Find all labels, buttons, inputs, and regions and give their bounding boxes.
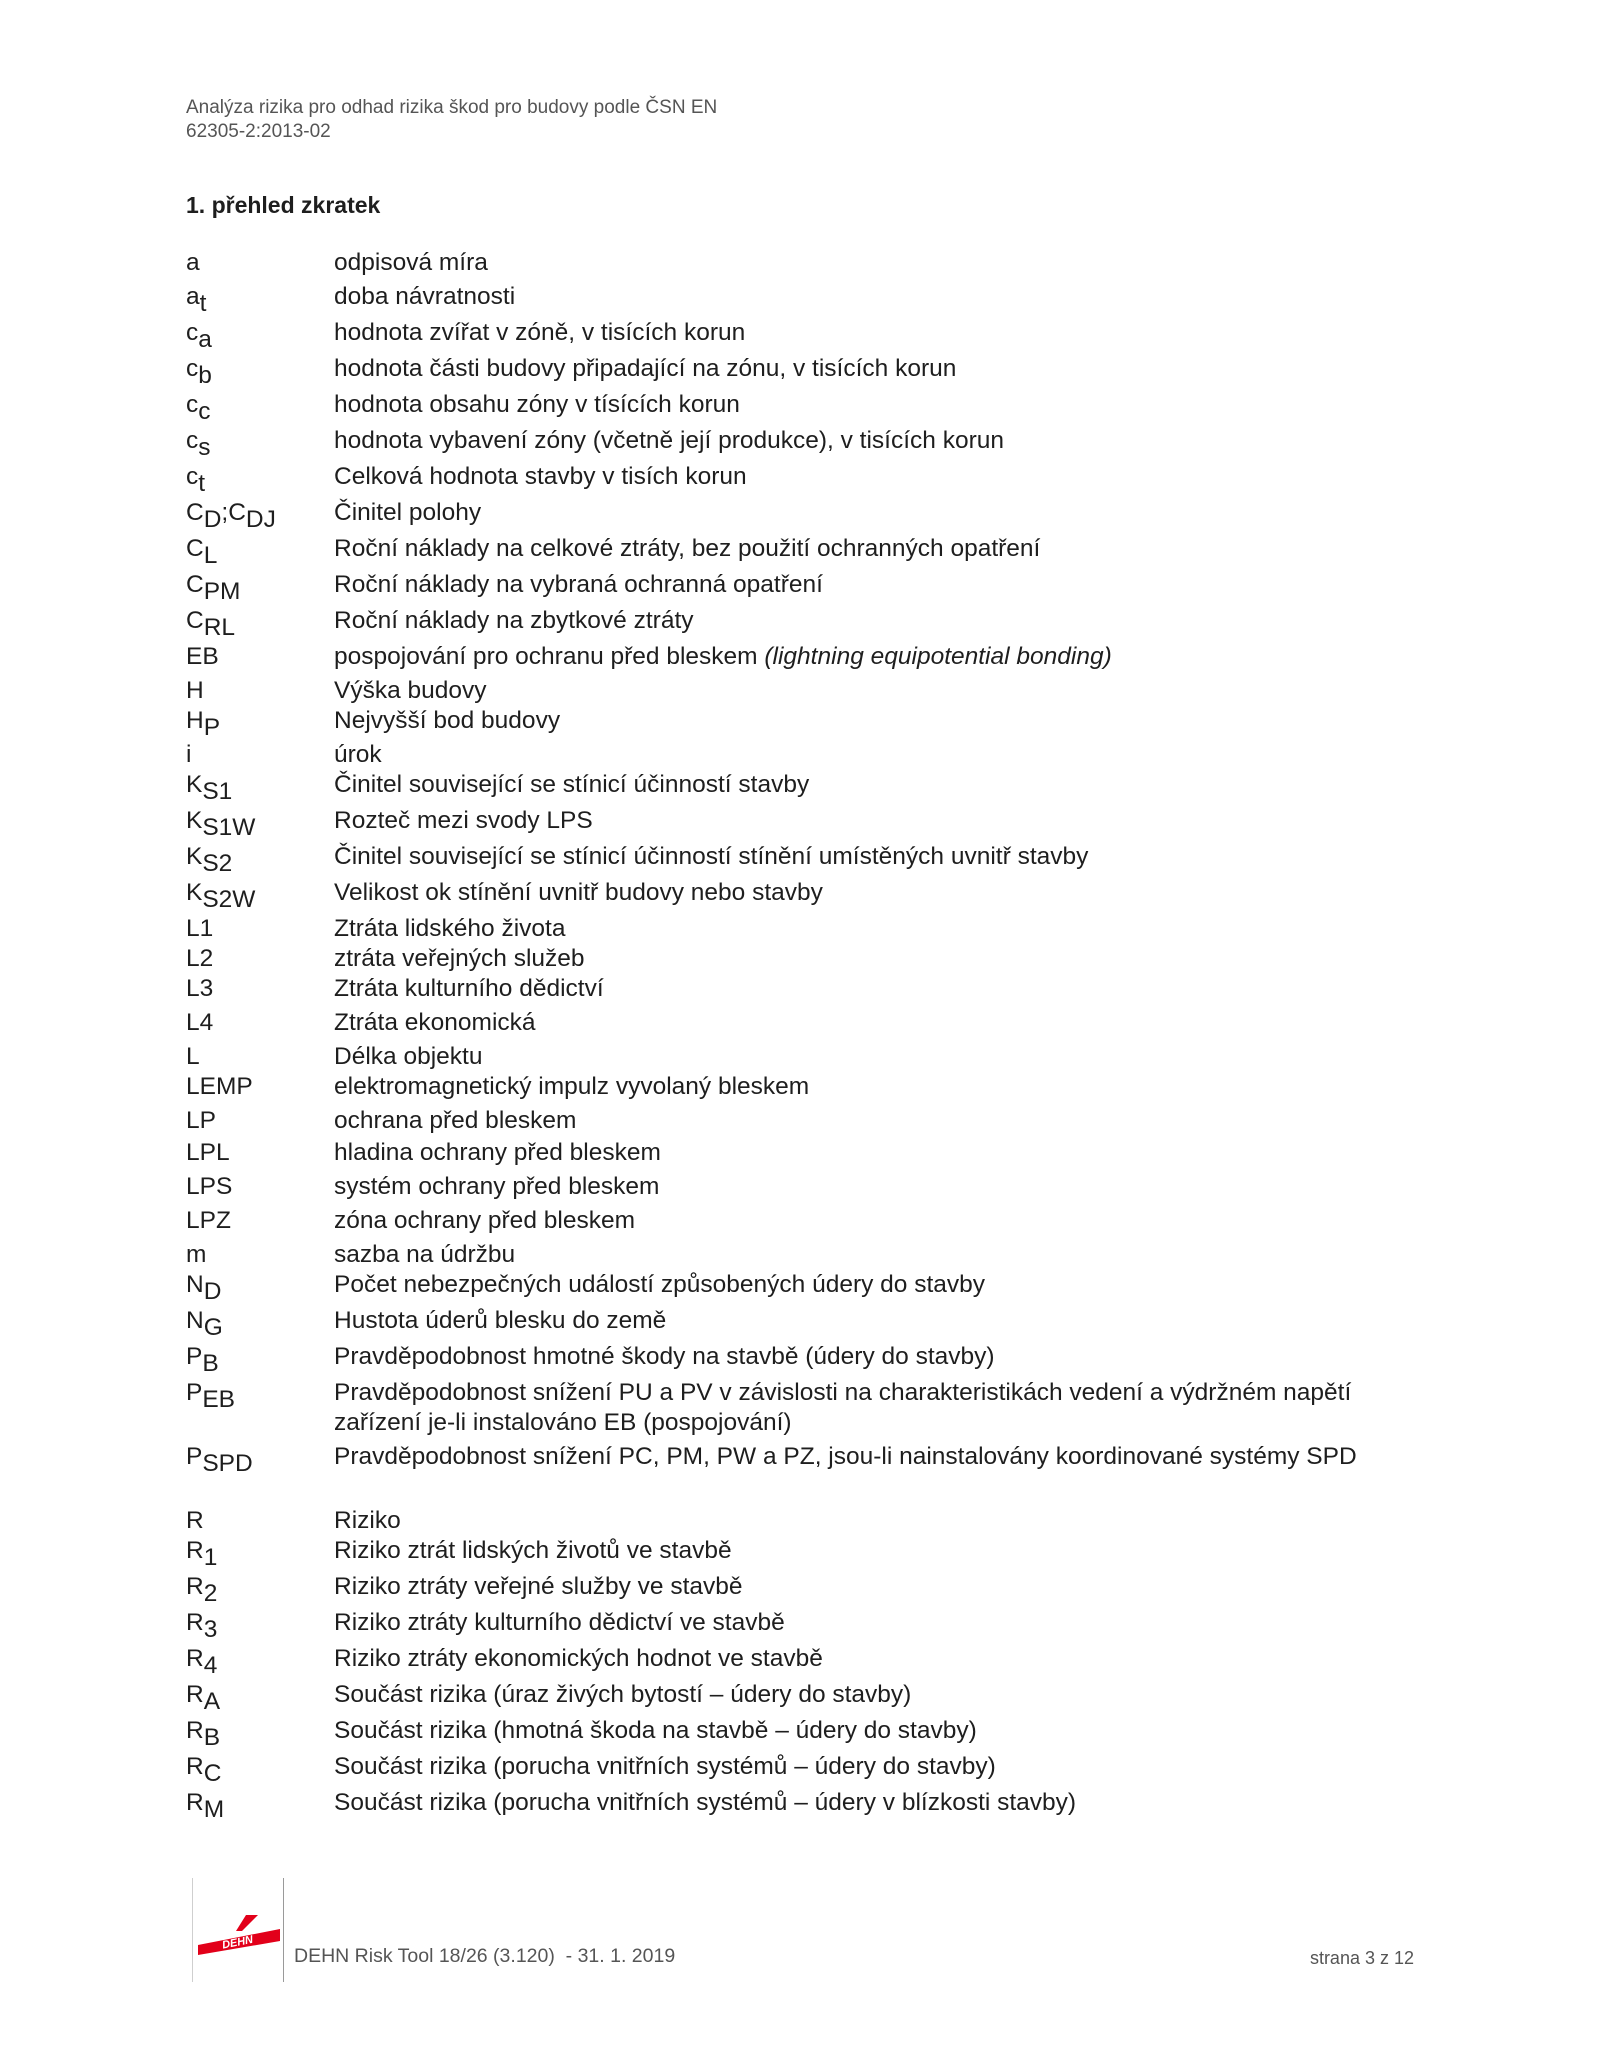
abbreviation-row — [186, 1270, 1406, 1306]
abbreviation-row — [186, 944, 1406, 974]
term-base: L4 — [186, 1009, 214, 1036]
term-subscript: S2 — [202, 850, 233, 877]
term-base: m — [186, 1241, 207, 1268]
abbreviation-description — [334, 426, 1406, 456]
term-subscript: c — [198, 398, 211, 425]
abbreviation-description — [334, 606, 1406, 636]
abbreviation-term — [186, 1506, 334, 1536]
abbreviation-row — [186, 740, 1406, 770]
description-text: sazba na údržbu — [334, 1241, 516, 1268]
term-base: R — [186, 1717, 204, 1744]
abbreviation-description — [334, 1608, 1406, 1638]
abbreviation-description — [334, 1644, 1406, 1674]
abbreviation-description — [334, 1270, 1406, 1300]
abbreviation-term — [186, 1680, 334, 1715]
abbreviation-row — [186, 534, 1406, 570]
abbreviation-description — [334, 944, 1406, 974]
abbreviation-row — [186, 1306, 1406, 1342]
term-base: R — [186, 1507, 204, 1534]
abbreviation-row — [186, 354, 1406, 390]
term-subscript: B — [203, 1724, 221, 1751]
description-text: Hustota úderů blesku do země — [334, 1307, 667, 1334]
abbreviation-description — [334, 1008, 1406, 1038]
term-base: C — [186, 607, 204, 634]
term-base: C — [186, 535, 204, 562]
description-text: doba návratnosti — [334, 283, 516, 310]
term-subscript: S1W — [202, 814, 256, 841]
abbreviation-term — [186, 1716, 334, 1751]
abbreviation-row — [186, 1206, 1406, 1240]
abbreviation-row — [186, 1342, 1406, 1378]
abbreviation-description — [334, 1536, 1406, 1566]
description-text: hodnota části budovy připadající na zónu, v tisících korun — [334, 355, 957, 382]
term-subscript: 3 — [203, 1616, 218, 1643]
abbreviation-term — [186, 740, 334, 770]
description-text: Nejvyšší bod budovy — [334, 707, 561, 734]
term-base: R — [186, 1681, 204, 1708]
term-base: R — [186, 1609, 204, 1636]
description-text: Roční náklady na vybraná ochranná opatření — [334, 571, 823, 598]
abbreviation-row — [186, 1608, 1406, 1644]
abbreviation-description — [334, 1788, 1406, 1818]
abbreviation-term — [186, 1306, 334, 1341]
description-text: Činitel polohy — [334, 499, 482, 526]
abbreviation-row — [186, 318, 1406, 354]
abbreviation-row — [186, 1536, 1406, 1572]
abbreviation-row — [186, 1008, 1406, 1042]
description-text: úrok — [334, 741, 382, 768]
description-text: pospojování pro ochranu před bleskem — [334, 643, 765, 670]
abbreviation-term — [186, 1240, 334, 1270]
abbreviation-term — [186, 944, 334, 974]
abbreviation-row — [186, 248, 1406, 282]
abbreviation-description — [334, 318, 1406, 348]
term-subscript: M — [203, 1796, 225, 1823]
abbreviation-term — [186, 426, 334, 461]
term-subscript-2: DJ — [245, 506, 276, 533]
term-base: R — [186, 1753, 204, 1780]
header-line-2: 62305-2:2013-02 — [186, 121, 331, 142]
description-text: elektromagnetický impulz vyvolaný bleskem — [334, 1073, 810, 1100]
abbreviation-term — [186, 1206, 334, 1236]
term-subscript: S1 — [202, 778, 233, 805]
abbreviation-description — [334, 1306, 1406, 1336]
abbreviation-term — [186, 462, 334, 497]
term-base: N — [186, 1271, 204, 1298]
description-text: hodnota zvířat v zóně, v tisících korun — [334, 319, 746, 346]
description-text: hodnota obsahu zóny v tísících korun — [334, 391, 740, 418]
term-subscript: t — [199, 290, 207, 317]
abbreviation-row — [186, 806, 1406, 842]
term-base: P — [186, 1379, 203, 1406]
term-base: LEMP — [186, 1073, 253, 1100]
abbreviation-description — [334, 1106, 1406, 1136]
description-text: Ztráta lidského života — [334, 915, 566, 942]
abbreviation-row — [186, 570, 1406, 606]
term-base: H — [186, 707, 204, 734]
abbreviation-description — [334, 740, 1406, 770]
term-base: K — [186, 771, 203, 798]
abbreviation-description — [334, 1752, 1406, 1782]
abbreviation-term — [186, 498, 334, 533]
abbreviation-description — [334, 354, 1406, 384]
term-base: K — [186, 879, 203, 906]
description-text: hladina ochrany před bleskem — [334, 1139, 661, 1166]
description-text: Součást rizika (úraz živých bytostí – údery do stavby) — [334, 1681, 912, 1708]
term-base: R — [186, 1537, 204, 1564]
term-subscript: 4 — [203, 1652, 218, 1679]
abbreviation-term — [186, 248, 334, 278]
abbreviation-term — [186, 570, 334, 605]
page-number: strana 3 z 12 — [1309, 1948, 1414, 1968]
footer-divider-left — [192, 1878, 193, 1982]
abbreviation-row — [186, 1752, 1406, 1788]
description-text: Součást rizika (hmotná škoda na stavbě – údery do stavby) — [334, 1717, 977, 1744]
term-base: P — [186, 1343, 203, 1370]
abbreviation-term — [186, 534, 334, 569]
abbreviation-row — [186, 1442, 1406, 1506]
abbreviation-row — [186, 974, 1406, 1008]
abbreviation-row — [186, 1378, 1406, 1442]
abbreviation-description — [334, 1716, 1406, 1746]
abbreviation-term — [186, 1106, 334, 1136]
abbreviation-term — [186, 1536, 334, 1571]
description-text: Součást rizika (porucha vnitřních systémů – údery do stavby) — [334, 1753, 996, 1780]
abbreviation-term — [186, 1752, 334, 1787]
description-text: Součást rizika (porucha vnitřních systémů – údery v blízkosti stavby) — [334, 1789, 1077, 1816]
footer-tool-version: DEHN Risk Tool 18/26 (3.120) - 31. 1. 2019 — [294, 1945, 676, 1967]
abbreviation-row — [186, 1716, 1406, 1752]
abbreviation-row — [186, 1572, 1406, 1608]
abbreviation-term — [186, 1608, 334, 1643]
dehn-logo — [196, 1915, 282, 1955]
abbreviation-list — [186, 248, 1406, 1824]
logo-text: DEHN — [221, 1933, 255, 1952]
abbreviation-term — [186, 1138, 334, 1168]
term-subscript: t — [198, 470, 206, 497]
abbreviation-description — [334, 462, 1406, 492]
abbreviation-description — [334, 974, 1406, 1004]
abbreviation-row — [186, 1788, 1406, 1824]
description-text: Délka objektu — [334, 1043, 483, 1070]
abbreviation-term — [186, 390, 334, 425]
abbreviation-row — [186, 606, 1406, 642]
term-base: a — [186, 283, 200, 310]
abbreviation-term — [186, 1644, 334, 1679]
description-text: Pravděpodobnost snížení PU a PV v závislosti na charakteristikách vedení a výdržném napětí zařízení je-li instalováno EB (pospojování) — [334, 1379, 1352, 1436]
description-text: Rozteč mezi svody LPS — [334, 807, 593, 834]
term-subscript: s — [198, 434, 211, 461]
abbreviation-term — [186, 318, 334, 353]
term-subscript: A — [203, 1688, 221, 1715]
abbreviation-description — [334, 842, 1406, 872]
term-subscript: D — [203, 1278, 222, 1305]
abbreviation-row — [186, 842, 1406, 878]
term-subscript: SPD — [202, 1450, 253, 1477]
term-base: L1 — [186, 915, 214, 942]
abbreviation-term — [186, 806, 334, 841]
description-text: Riziko ztrát lidských životů ve stavbě — [334, 1537, 732, 1564]
description-text: ztráta veřejných služeb — [334, 945, 585, 972]
abbreviation-term — [186, 1442, 334, 1477]
description-text: Roční náklady na zbytkové ztráty — [334, 607, 694, 634]
section-title: 1. přehled zkratek — [186, 192, 381, 218]
abbreviation-row — [186, 1106, 1406, 1138]
term-subscript: 1 — [203, 1544, 218, 1571]
abbreviation-term — [186, 1008, 334, 1038]
term-subscript: a — [198, 326, 212, 353]
abbreviation-description — [334, 1442, 1406, 1472]
abbreviation-row — [186, 770, 1406, 806]
abbreviation-term — [186, 354, 334, 389]
term-subscript: b — [198, 362, 212, 389]
description-text: Pravděpodobnost hmotné škody na stavbě (údery do stavby) — [334, 1343, 995, 1370]
abbreviation-row — [186, 1172, 1406, 1206]
abbreviation-description — [334, 642, 1406, 672]
term-base: C — [186, 571, 204, 598]
abbreviation-description — [334, 1680, 1406, 1710]
term-base: EB — [186, 643, 219, 670]
abbreviation-description — [334, 1042, 1406, 1072]
term-subscript: D — [203, 506, 222, 533]
abbreviation-term — [186, 642, 334, 672]
abbreviation-row — [186, 426, 1406, 462]
abbreviation-row — [186, 1506, 1406, 1536]
description-text: Výška budovy — [334, 677, 487, 704]
description-text: odpisová míra — [334, 249, 488, 276]
term-subscript: G — [203, 1314, 223, 1341]
term-base: LPZ — [186, 1207, 231, 1234]
abbreviation-description — [334, 770, 1406, 800]
description-text: Ztráta ekonomická — [334, 1009, 536, 1036]
description-text: systém ochrany před bleskem — [334, 1173, 660, 1200]
abbreviation-term — [186, 1072, 334, 1102]
description-text: ochrana před bleskem — [334, 1107, 577, 1134]
abbreviation-description — [334, 1572, 1406, 1602]
term-base: LPL — [186, 1139, 230, 1166]
abbreviation-row — [186, 1042, 1406, 1072]
abbreviation-row — [186, 1072, 1406, 1106]
term-subscript: 2 — [203, 1580, 218, 1607]
abbreviation-row — [186, 282, 1406, 318]
abbreviation-term — [186, 676, 334, 706]
abbreviation-row — [186, 1240, 1406, 1270]
abbreviation-description — [334, 534, 1406, 564]
description-text: Činitel související se stínicí účinností stínění umístěných uvnitř stavby — [334, 843, 1089, 870]
term-base: LP — [186, 1107, 216, 1134]
abbreviation-description — [334, 390, 1406, 420]
term-base: c — [186, 427, 199, 454]
term-base: R — [186, 1573, 204, 1600]
abbreviation-description — [334, 878, 1406, 908]
term-subscript: RL — [203, 614, 236, 641]
term-base: R — [186, 1789, 204, 1816]
term-base: c — [186, 391, 199, 418]
abbreviation-description — [334, 282, 1406, 312]
term-base: C — [186, 499, 204, 526]
abbreviation-term — [186, 1788, 334, 1823]
term-base: R — [186, 1645, 204, 1672]
abbreviation-description — [334, 248, 1406, 278]
abbreviation-row — [186, 642, 1406, 676]
description-text: zóna ochrany před bleskem — [334, 1207, 635, 1234]
term-base: H — [186, 677, 204, 704]
abbreviation-description — [334, 1138, 1406, 1168]
term-subscript: C — [203, 1760, 222, 1787]
term-subscript: L — [203, 542, 218, 569]
abbreviation-description — [334, 1240, 1406, 1270]
abbreviation-description — [334, 1342, 1406, 1372]
description-text: Riziko ztráty kulturního dědictví ve stavbě — [334, 1609, 785, 1636]
abbreviation-term — [186, 974, 334, 1004]
description-text: Činitel související se stínicí účinností stavby — [334, 771, 810, 798]
term-subscript: P — [203, 714, 221, 741]
abbreviation-row — [186, 1680, 1406, 1716]
abbreviation-description — [334, 1506, 1406, 1536]
description-text: Počet nebezpečných událostí způsobených údery do stavby — [334, 1271, 986, 1298]
abbreviation-description — [334, 1172, 1406, 1202]
abbreviation-description — [334, 676, 1406, 706]
term-base: L3 — [186, 975, 214, 1002]
term-base-2: ;C — [221, 499, 246, 526]
abbreviation-description — [334, 1206, 1406, 1236]
term-base: c — [186, 463, 199, 490]
abbreviation-description — [334, 1378, 1406, 1438]
description-text: Riziko ztráty ekonomických hodnot ve stavbě — [334, 1645, 823, 1672]
description-text: Ztráta kulturního dědictví — [334, 975, 604, 1002]
abbreviation-description — [334, 914, 1406, 944]
description-text: hodnota vybavení zóny (včetně její produkce), v tisících korun — [334, 427, 1005, 454]
term-base: N — [186, 1307, 204, 1334]
abbreviation-term — [186, 842, 334, 877]
description-english-term: (lightning equipotential bonding) — [764, 643, 1112, 670]
abbreviation-term — [186, 1042, 334, 1072]
abbreviation-row — [186, 498, 1406, 534]
header-line-1: Analýza rizika pro odhad rizika škod pro budovy podle ČSN EN — [186, 97, 718, 118]
term-base: K — [186, 807, 203, 834]
abbreviation-description — [334, 706, 1406, 736]
abbreviation-term — [186, 1342, 334, 1377]
term-subscript: S2W — [202, 886, 256, 913]
abbreviation-row — [186, 390, 1406, 426]
abbreviation-description — [334, 806, 1406, 836]
abbreviation-term — [186, 1572, 334, 1607]
abbreviation-row — [186, 878, 1406, 914]
term-base: L — [186, 1043, 200, 1070]
term-base: K — [186, 843, 203, 870]
abbreviation-term — [186, 1172, 334, 1202]
abbreviation-description — [334, 570, 1406, 600]
term-subscript: EB — [202, 1386, 236, 1413]
term-base: P — [186, 1443, 203, 1470]
term-base: a — [186, 249, 200, 276]
document-header — [186, 96, 717, 144]
abbreviation-term — [186, 770, 334, 805]
footer-divider — [283, 1878, 284, 1982]
term-base: LPS — [186, 1173, 233, 1200]
description-text: Pravděpodobnost snížení PC, PM, PW a PZ, jsou-li nainstalovány koordinované systémy SPD — [334, 1443, 1357, 1470]
term-base: i — [186, 741, 192, 768]
abbreviation-term — [186, 282, 334, 317]
term-subscript: PM — [203, 578, 241, 605]
description-text: Velikost ok stínění uvnitř budovy nebo stavby — [334, 879, 823, 906]
abbreviation-term — [186, 1270, 334, 1305]
abbreviation-row — [186, 706, 1406, 740]
abbreviation-row — [186, 1138, 1406, 1172]
abbreviation-term — [186, 606, 334, 641]
description-text: Riziko ztráty veřejné služby ve stavbě — [334, 1573, 743, 1600]
abbreviation-row — [186, 1644, 1406, 1680]
description-text: Roční náklady na celkové ztráty, bez použití ochranných opatření — [334, 535, 1041, 562]
term-base: c — [186, 319, 199, 346]
abbreviation-row — [186, 676, 1406, 706]
abbreviation-term — [186, 914, 334, 944]
abbreviation-row — [186, 462, 1406, 498]
abbreviation-description — [334, 1072, 1406, 1102]
abbreviation-description — [334, 498, 1406, 528]
abbreviation-term — [186, 706, 334, 741]
term-subscript: B — [202, 1350, 219, 1377]
term-base: L2 — [186, 945, 214, 972]
term-base: c — [186, 355, 199, 382]
description-text: Riziko — [334, 1507, 401, 1534]
abbreviation-row — [186, 914, 1406, 944]
description-text: Celková hodnota stavby v tisích korun — [334, 463, 747, 490]
abbreviation-term — [186, 1378, 334, 1413]
abbreviation-term — [186, 878, 334, 913]
logo-bolt — [236, 1915, 258, 1931]
